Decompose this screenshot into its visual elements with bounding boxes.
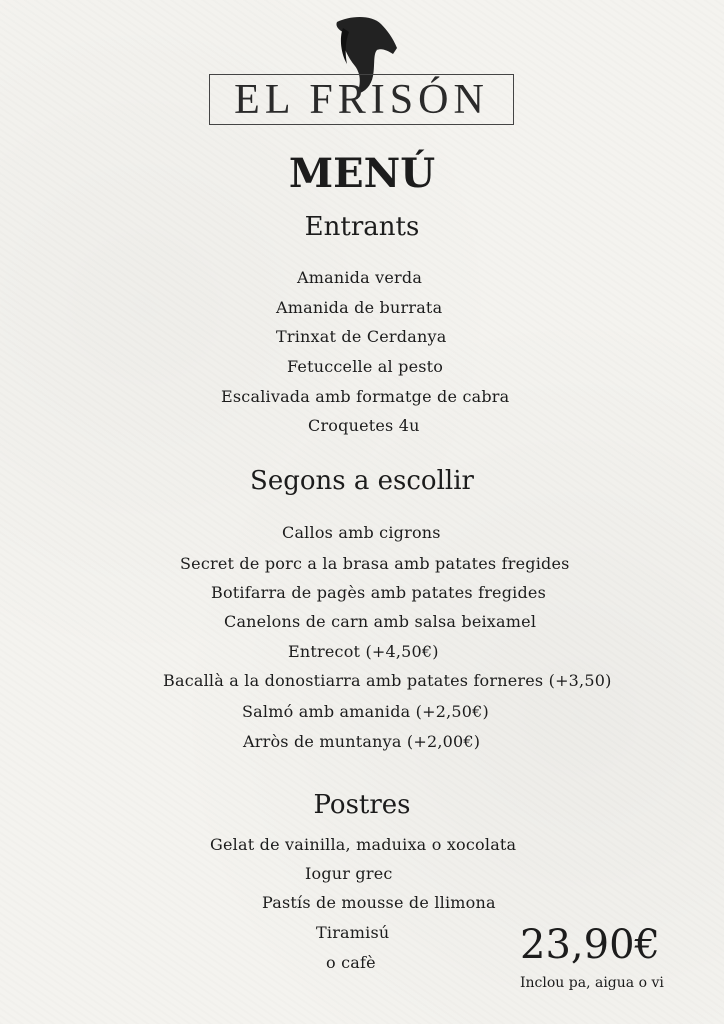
menu-price: 23,90€ — [520, 922, 660, 968]
menu-item: Amanida verda — [297, 268, 423, 287]
price-note: Inclou pa, aigua o vi — [520, 975, 664, 991]
menu-item: Tiramisú — [316, 923, 390, 942]
section-title-entrants: Entrants — [304, 212, 420, 242]
menu-item: Entrecot (+4,50€) — [288, 642, 439, 661]
menu-item: Trinxat de Cerdanya — [276, 327, 447, 346]
brand-name: EL FRISÓN — [234, 77, 489, 123]
menu-item: Bacallà a la donostiarra amb patates forneres (+3,50) — [163, 671, 612, 690]
menu-item: Pastís de mousse de llimona — [262, 893, 496, 912]
menu-item: Escalivada amb formatge de cabra — [221, 387, 510, 406]
menu-item: Amanida de burrata — [276, 298, 443, 317]
menu-item: Arròs de muntanya (+2,00€) — [243, 732, 481, 751]
section-title-postres: Postres — [313, 790, 411, 820]
menu-title: MENÚ — [288, 150, 436, 197]
menu-item: Fetuccelle al pesto — [287, 357, 444, 376]
menu-item: o cafè — [326, 953, 376, 972]
menu-item: Secret de porc a la brasa amb patates fregides — [180, 554, 570, 573]
menu-item: Iogur grec — [305, 864, 393, 883]
section-title-segons: Segons a escollir — [250, 466, 474, 496]
menu-item: Canelons de carn amb salsa beixamel — [224, 612, 537, 631]
menu-item: Croquetes 4u — [308, 416, 420, 435]
menu-item: Salmó amb amanida (+2,50€) — [242, 702, 489, 721]
menu-item: Gelat de vainilla, maduixa o xocolata — [210, 835, 517, 854]
menu-item: Botifarra de pagès amb patates fregides — [211, 583, 547, 602]
menu-item: Callos amb cigrons — [282, 523, 441, 542]
